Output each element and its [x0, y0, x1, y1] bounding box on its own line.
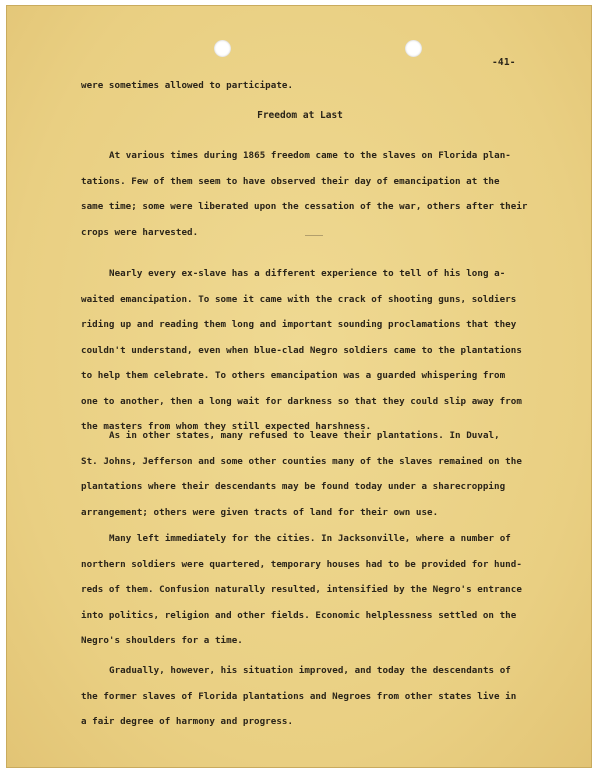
text-line: Many left immediately for the cities. In Jacksonville, where a number of [109, 533, 511, 544]
text-line: northern soldiers were quartered, temporary houses had to be provided for hund- [81, 558, 522, 570]
page-number: -41- [492, 57, 516, 68]
text-line: Negro's shoulders for a time. [81, 635, 243, 646]
text-line: into politics, religion and other fields. Economic helplessness settled on the [81, 609, 517, 621]
paragraph-continuation [81, 73, 551, 99]
paragraph-1 [81, 143, 551, 245]
text-line: to help them celebrate. To others emancipation was a guarded whispering from [81, 370, 506, 381]
text-line: one to another, then a long wait for darkness so that they could slip away from [81, 395, 522, 407]
text-line: the former slaves of Florida plantations and Negroes from other states live in [81, 690, 517, 702]
text-line: couldn't understand, even when blue-clad Negro soldiers came to the plantations [81, 344, 522, 356]
paragraph-4 [81, 526, 551, 654]
text-line: the masters from whom they still expected harshness. [81, 421, 372, 432]
punch-hole-right [405, 40, 422, 57]
text-line: same time; some were liberated upon the cessation of the war, others after their [81, 201, 528, 212]
text-line: crops were harvested. [81, 226, 199, 238]
paragraph-5 [81, 658, 551, 735]
text-line: Nearly every ex-slave has a different experience to tell of his long a- [109, 268, 506, 279]
text-line: arrangement; others were given tracts of land for their own use. [81, 506, 439, 518]
paragraph-2 [81, 261, 551, 440]
text-line: waited emancipation. To some it came with the crack of shooting guns, soldiers [81, 293, 517, 305]
text-line: At various times during 1865 freedom came to the slaves on Florida plan- [109, 150, 511, 161]
text-line: plantations where their descendants may be found today under a sharecropping [81, 481, 506, 492]
section-heading: Freedom at Last [257, 110, 343, 121]
paragraph-3 [81, 423, 551, 525]
text-line: reds of them. Confusion naturally resulted, intensified by the Negro's entrance [81, 584, 522, 595]
text-line: were sometimes allowed to participate. [81, 80, 294, 91]
document-page [6, 5, 592, 768]
text-line: As in other states, many refused to leave their plantations. In Duval, [109, 430, 500, 441]
text-line: riding up and reading them long and important sounding proclamations that they [81, 319, 517, 330]
text-line: St. Johns, Jefferson and some other counties many of the slaves remained on the [81, 455, 522, 467]
text-line: a fair degree of harmony and progress. [81, 716, 294, 727]
text-line: Gradually, however, his situation improved, and today the descendants of [109, 665, 511, 676]
pencil-mark [305, 235, 323, 236]
text-line: tations. Few of them seem to have observed their day of emancipation at the [81, 175, 500, 187]
punch-hole-left [214, 40, 231, 57]
